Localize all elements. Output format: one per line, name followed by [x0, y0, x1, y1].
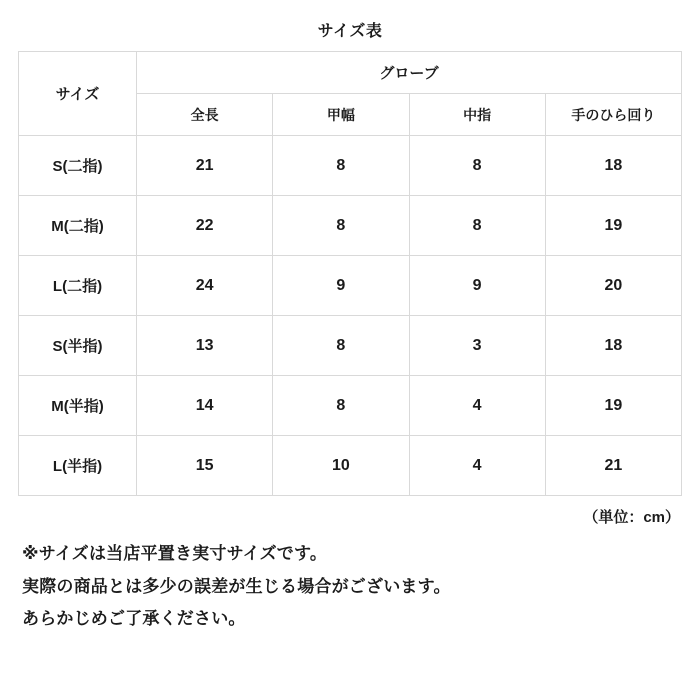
header-size-label: サイズ	[19, 52, 137, 136]
row-label: S(二指)	[19, 136, 137, 196]
cell-value: 4	[409, 436, 545, 496]
note-line: 実際の商品とは多少の誤差が生じる場合がございます。	[22, 576, 451, 596]
table-row	[19, 136, 682, 196]
row-label: L(二指)	[19, 256, 137, 316]
table-row	[19, 196, 682, 256]
cell-value: 15	[137, 436, 273, 496]
cell-value: 8	[409, 136, 545, 196]
cell-value: 19	[545, 196, 681, 256]
page-title: サイズ表	[317, 23, 383, 40]
cell-value: 18	[545, 136, 681, 196]
cell-value: 8	[273, 316, 409, 376]
cell-value: 9	[409, 256, 545, 316]
table-row	[19, 316, 682, 376]
notes-section	[0, 527, 700, 632]
table-row	[19, 376, 682, 436]
cell-value: 21	[137, 136, 273, 196]
cell-value: 9	[273, 256, 409, 316]
size-table	[18, 51, 682, 496]
row-label: M(二指)	[19, 196, 137, 256]
table-head	[19, 52, 682, 136]
header-col-3: 手のひら回り	[545, 94, 681, 136]
header-group-glove: グローブ	[137, 52, 682, 94]
cell-value: 8	[409, 196, 545, 256]
header-col-1: 甲幅	[273, 94, 409, 136]
header-col-0: 全長	[137, 94, 273, 136]
cell-value: 3	[409, 316, 545, 376]
cell-value: 4	[409, 376, 545, 436]
unit-note: （単位：cm）	[583, 509, 680, 526]
cell-value: 24	[137, 256, 273, 316]
cell-value: 8	[273, 136, 409, 196]
cell-value: 13	[137, 316, 273, 376]
cell-value: 8	[273, 376, 409, 436]
note-line: ※サイズは当店平置き実寸サイズです。	[22, 544, 328, 563]
cell-value: 20	[545, 256, 681, 316]
cell-value: 19	[545, 376, 681, 436]
table-body	[19, 136, 682, 496]
size-table-container	[0, 51, 700, 496]
row-label: S(半指)	[19, 316, 137, 376]
table-row	[19, 256, 682, 316]
row-label: M(半指)	[19, 376, 137, 436]
table-header-row-group	[19, 52, 682, 94]
table-row	[19, 436, 682, 496]
cell-value: 8	[273, 196, 409, 256]
cell-value: 14	[137, 376, 273, 436]
cell-value: 21	[545, 436, 681, 496]
note-line: あらかじめご了承ください。	[22, 609, 246, 628]
cell-value: 18	[545, 316, 681, 376]
row-label: L(半指)	[19, 436, 137, 496]
cell-value: 10	[273, 436, 409, 496]
header-col-2: 中指	[409, 94, 545, 136]
cell-value: 22	[137, 196, 273, 256]
